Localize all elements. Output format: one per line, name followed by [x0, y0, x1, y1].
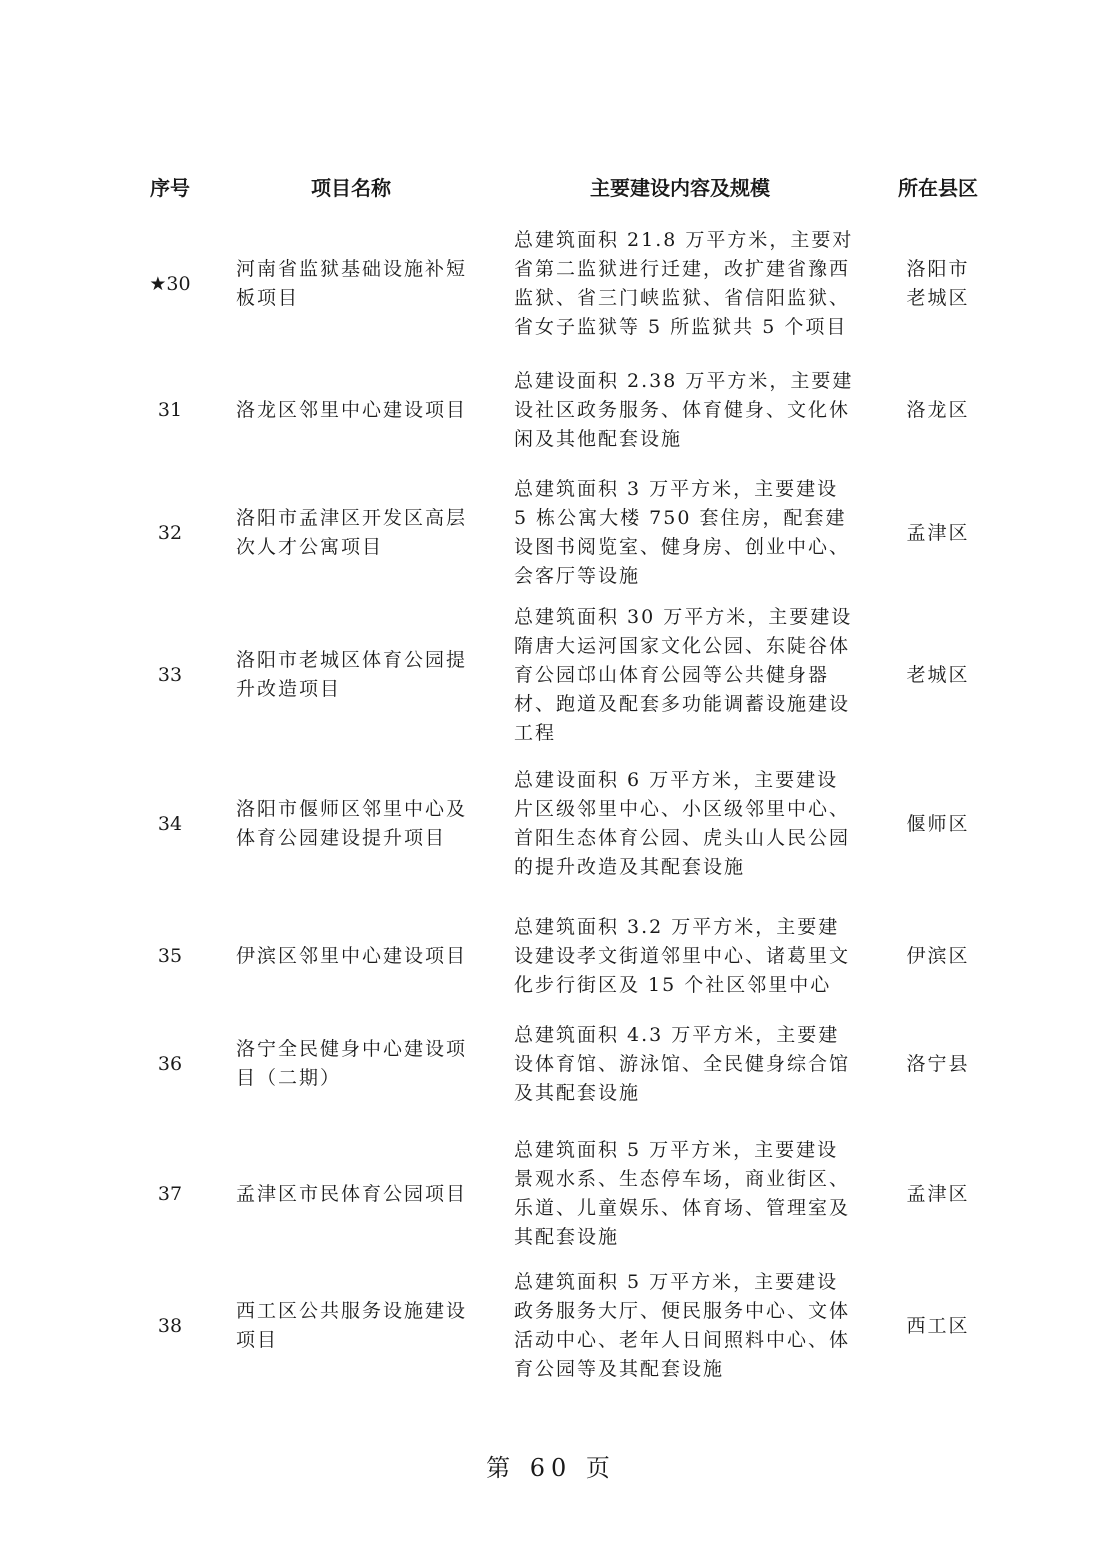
row-name: 洛宁全民健身中心建设项目（二期） [236, 1038, 468, 1089]
row-name: 河南省监狱基础设施补短板项目 [236, 258, 468, 309]
table-row [0, 226, 1102, 342]
header-no: 序号 [150, 176, 190, 200]
row-no: 33 [157, 664, 183, 686]
row-content: 总建筑面积 30 万平方米，主要建设隋唐大运河国家文化公园、东陡谷体育公园邙山体育公园等公共健身器材、跑道及配套多功能调蓄设施建设工程 [514, 605, 853, 744]
row-content: 总建设面积 2.38 万平方米，主要建设社区政务服务、体育健身、文化休闲及其他配套设施 [514, 369, 854, 450]
table-row [0, 766, 1102, 882]
row-content: 总建筑面积 4.3 万平方米，主要建设体育馆、游泳馆、全民健身综合馆及其配套设施 [514, 1023, 851, 1104]
page-number: 第 60 页 [486, 1454, 616, 1482]
row-name: 孟津区市民体育公园项目 [236, 1182, 468, 1205]
row-content: 总建设面积 6 万平方米，主要建设片区级邻里中心、小区级邻里中心、首阳生态体育公园、虎头山人民公园的提升改造及其配套设施 [514, 769, 851, 878]
row-county: 偃师区 [906, 812, 970, 835]
row-no: 38 [157, 1315, 183, 1337]
table-row [0, 475, 1102, 591]
row-name: 洛阳市孟津区开发区高层次人才公寓项目 [236, 507, 468, 558]
row-name: 洛阳市老城区体育公园提升改造项目 [236, 649, 468, 700]
row-county: 洛宁县 [906, 1052, 970, 1075]
row-content: 总建筑面积 3.2 万平方米，主要建设建设孝文街道邻里中心、诸葛里文化步行街区及 15 个社区邻里中心 [514, 915, 851, 996]
row-content: 总建筑面积 5 万平方米，主要建设景观水系、生态停车场，商业街区、乐道、儿童娱乐、体育场、管理室及其配套设施 [514, 1139, 851, 1248]
table-header [0, 172, 1102, 202]
row-no: 36 [157, 1053, 183, 1075]
row-no: 34 [157, 813, 183, 835]
row-name: 伊滨区邻里中心建设项目 [236, 944, 468, 967]
header-name: 项目名称 [311, 176, 391, 200]
row-no: 32 [157, 522, 183, 544]
table-row [0, 1020, 1102, 1108]
table-row [0, 1268, 1102, 1384]
row-no: 31 [157, 399, 183, 421]
row-content: 总建筑面积 3 万平方米，主要建设 5 栋公寓大楼 750 套住房，配套建设图书阅览室、健身房、创业中心、会客厅等设施 [514, 478, 851, 587]
row-no: 35 [157, 945, 183, 967]
row-name: 洛阳市偃师区邻里中心及体育公园建设提升项目 [236, 798, 468, 849]
row-county: 西工区 [906, 1314, 970, 1337]
row-county: 孟津区 [906, 1182, 970, 1205]
table-row [0, 1136, 1102, 1252]
header-county: 所在县区 [898, 176, 978, 200]
row-content: 总建筑面积 5 万平方米，主要建设政务服务大厅、便民服务中心、文体活动中心、老年人日间照料中心、体育公园等及其配套设施 [514, 1271, 851, 1380]
row-county: 伊滨区 [906, 944, 970, 967]
row-name: 洛龙区邻里中心建设项目 [236, 398, 468, 421]
row-county: 孟津区 [906, 521, 970, 544]
row-content: 总建筑面积 21.8 万平方米，主要对省第二监狱进行迁建，改扩建省豫西监狱、省三门峡监狱、省信阳监狱、省女子监狱等 5 所监狱共 5 个项目 [514, 229, 854, 338]
row-no: 37 [157, 1183, 183, 1205]
row-county: 老城区 [906, 663, 970, 686]
row-county: 洛阳市老城区 [906, 258, 970, 309]
table-row [0, 366, 1102, 454]
table-row [0, 605, 1102, 744]
header-content: 主要建设内容及规模 [590, 176, 770, 200]
row-name: 西工区公共服务设施建设项目 [236, 1300, 468, 1351]
row-no: ★30 [149, 273, 191, 295]
table-row [0, 912, 1102, 1000]
row-county: 洛龙区 [906, 398, 970, 421]
